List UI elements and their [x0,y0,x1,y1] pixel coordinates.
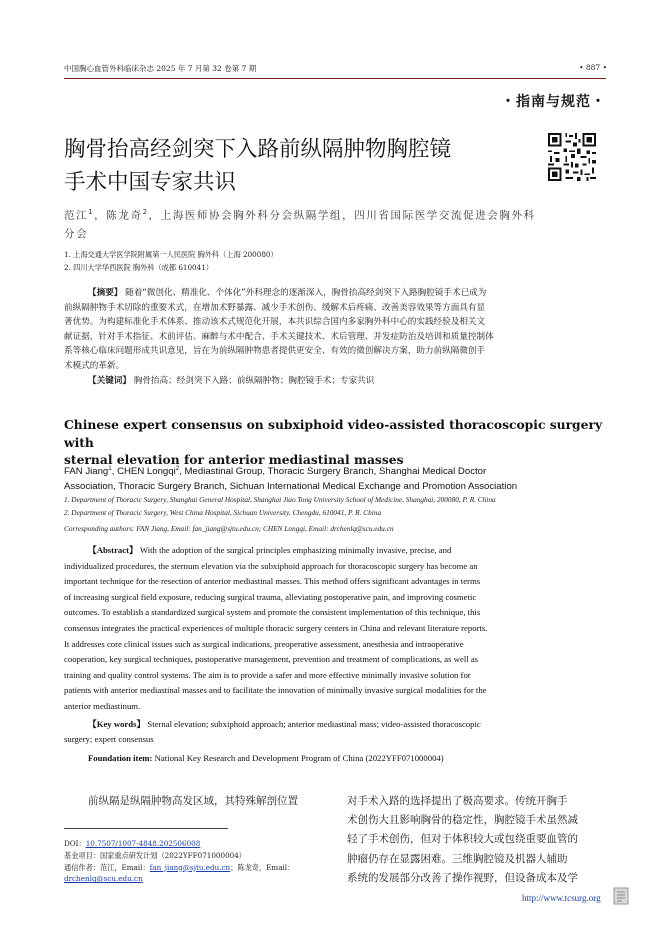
author-groups-en-cont: Association, Thoracic Surgery Branch, Sichuan International Medical Exchange and Promotion Association [64,481,518,493]
body-line: 术创伤大且影响胸骨的稳定性，胸腔镜手术虽然减 [347,814,578,827]
footnote-rule [64,828,228,829]
keywords-cn: 胸骨抬高；经剑突下入路；前纵隔肿物；胸腔镜手术；专家共识 [133,375,375,386]
email-chen-link[interactable]: drchenlq@scu.edu.cn [64,874,143,884]
author-chen-cn: 陈龙奇 [106,209,143,222]
abstract-cn-line: 术模式的革新。 [64,360,125,371]
abstract-cn-line: 随着“微创化、精准化、个体化”外科理念的逐渐深入，胸骨抬高经剑突下入路胸腔镜手术已成为 [125,288,487,298]
doi-link[interactable]: 10.7507/1007-4848.202506008 [85,839,201,848]
affiliation-en-2: 2. Department of Thoracic Surgery, West China Hospital, Sichuan University, Chengdu, 610041, P. R. China [64,507,382,517]
abstract-en-line: patients with anterior mediastinal masses and to facilitate the innovation of minimally invasive surgical modalities for the [64,685,487,696]
body-line: 对手术入路的选择提出了极高要求。传统开胸手 [347,795,568,807]
footnote [64,838,328,885]
title-en-line2: sternal elevation for anterior mediastinal masses [64,452,404,467]
body-paragraph-start: 前纵隔是纵隔肿物高发区域，其特殊解剖位置 [88,795,298,807]
keywords-en-label: 【Key words】 [88,718,146,729]
body-line: 轻了手术创伤，但对于体积较大或包绕重要血管的 [347,833,578,846]
title-cn [64,133,534,199]
keywords-en-line: Sternal elevation; subxiphoid approach; anterior mediastinal mass; video-assisted thoracoscopic [147,718,481,729]
abstract-en [64,543,558,766]
author-groups-cn: ，上海医师协会胸外科分会纵隔学组，四川省国际医学交流促进会胸外科 [148,209,536,222]
abstract-en-label: 【Abstract】 [88,545,138,555]
separator: ， [94,209,107,222]
abstract-en-line: training and quality control systems. The aim is to provide a safer and more effective minimally invasive solution for [64,669,471,680]
body-line: 肿瘤仍存在显露困难。三维胸腔镜及机器人辅助 [347,852,568,865]
keywords-cn-label: 【关键词】 [88,375,131,386]
affiliation-cn-1: 1. 上海交通大学医学院附属第一人民医院 胸外科（上海 200080） [64,250,278,259]
abstract-cn [64,286,558,388]
affiliation-cn-2: 2. 四川大学华西医院 胸外科（成都 610041） [64,263,213,272]
affiliation-en-1: 1. Department of Thoracic Surgery, Shanghai General Hospital, Shanghai Jiao Tong University School of Medicine, Shanghai, 200080, P. R. China [64,495,496,504]
abstract-en-line: It addresses core clinical issues such as surgical indications, preoperative assessment, anesthesia and intraoperative [64,638,464,649]
affiliation-marker: 1 [108,465,112,472]
abstract-en-line: anterior mediastinum. [64,700,141,711]
doi-label: DOI： [64,839,86,848]
affiliations-en [64,494,604,536]
author-groups-cn-cont: 分会 [64,227,89,240]
abstract-en-line: outcomes. To establish a standardized surgical system and promote the consistent implementation of this technique, this [64,607,481,618]
journal-header: 中国胸心血管外科临床杂志 2025 年 7 月第 32 卷第 7 期 [64,64,257,73]
abstract-cn-line: 前纵隔肿物手术切除的重要术式，在增加术野暴露、减少手术创伤、缓解术后疼痛、改善美容效果等方面具有显 [64,302,486,313]
corr-prefix: 通信作者：范江，Email： [64,862,150,872]
author-chen-en-inline: CHEN Longqi [117,466,176,478]
authors-en [64,461,604,494]
abstract-en-line: important technique for the resection of anterior mediastinal masses. This method offers significant advantages in terms [64,576,481,587]
body-right-column [347,792,611,888]
body-left-column [64,792,328,811]
abstract-cn-label: 【摘要】 [88,288,123,298]
qr-code-icon [548,133,596,181]
keywords-en-line: surgery; expert consensus [64,734,154,745]
abstract-cn-line: 系等核心临床问题形成共识意见，旨在为前纵隔肿物患者提供更安全、有效的微创解决方案，助力前纵隔微创手 [64,346,486,357]
abstract-en-line: With the adoption of the surgical principles emphasizing minimally invasive, precise, and [139,545,452,555]
fund-note: 基金项目：国家重点研发计划（2022YFF071000004） [64,850,246,860]
affiliations-cn [64,248,278,274]
abstract-en-line: individualized procedures, the sternum elevation via the subxiphoid approach for thoracoscopic surgery has become an [64,560,478,571]
title-cn-line1: 胸骨抬高经剑突下入路前纵隔肿物胸腔镜 [64,137,452,162]
funding-text: National Key Research and Development Program of China (2022YFF071000004) [154,752,444,763]
abstract-en-line: of increasing surgical field exposure, reducing surgical trauma, alleviating postoperative pain, and improving cosmetic [64,591,477,602]
page-number: • 887 • [579,63,607,72]
email-fan-link[interactable]: fan_jiang@sjtu.edu.cn [149,862,231,872]
funding-label: Foundation item: [88,752,153,763]
abstract-cn-line: 献证据，针对手术指征、术前评估、麻醉与术中配合、手术关键技术、术后管理、并发症防治及培训和质量控制体 [64,331,494,342]
title-en-line1: Chinese expert consensus on subxiphoid video-assisted thoracoscopic surgery with [64,417,603,450]
abstract-en-line: consensus integrates the practical experiences of multiple thoracic surgery centers in China and relevant literature reports. [64,622,488,633]
header-rule [64,78,606,79]
affiliation-marker: 2 [142,208,149,216]
footer-url-link[interactable]: http://www.tcsurg.org [522,893,601,903]
abstract-en-line: cooperation, key surgical techniques, postoperative management, prevention and treatment of complications, as well as [64,654,479,665]
affiliation-marker: 1 [88,208,95,216]
section-tag: ・指南与规范・ [501,94,606,110]
affiliation-marker: 2 [175,465,180,472]
title-cn-line2: 手术中国专家共识 [64,170,237,195]
author-fan-cn: 范江 [64,209,89,222]
separator: , [111,466,118,478]
abstract-cn-line: 著优势。为构建标准化手术体系、推动该术式规范化开展，本共识综合国内多家胸外科中心的实践经验及相关文 [64,317,486,328]
body-line: 系统的发展部分改善了操作视野，但设备成本及学 [347,871,578,884]
corresponding-authors-en: Corresponding authors: FAN Jiang, Email: fan_jiang@sjtu.edu.cn; CHEN Longqi, Email: drchenlq@scu.edu.cn [64,524,394,533]
author-groups-en: , Mediastinal Group, Thoracic Surgery Branch, Shanghai Medical Doctor [179,466,487,478]
corr-mid: ；陈龙奇，Email： [230,862,295,872]
book-icon [612,886,630,906]
author-fan-en: FAN Jiang [64,466,109,478]
authors-cn [64,203,544,243]
